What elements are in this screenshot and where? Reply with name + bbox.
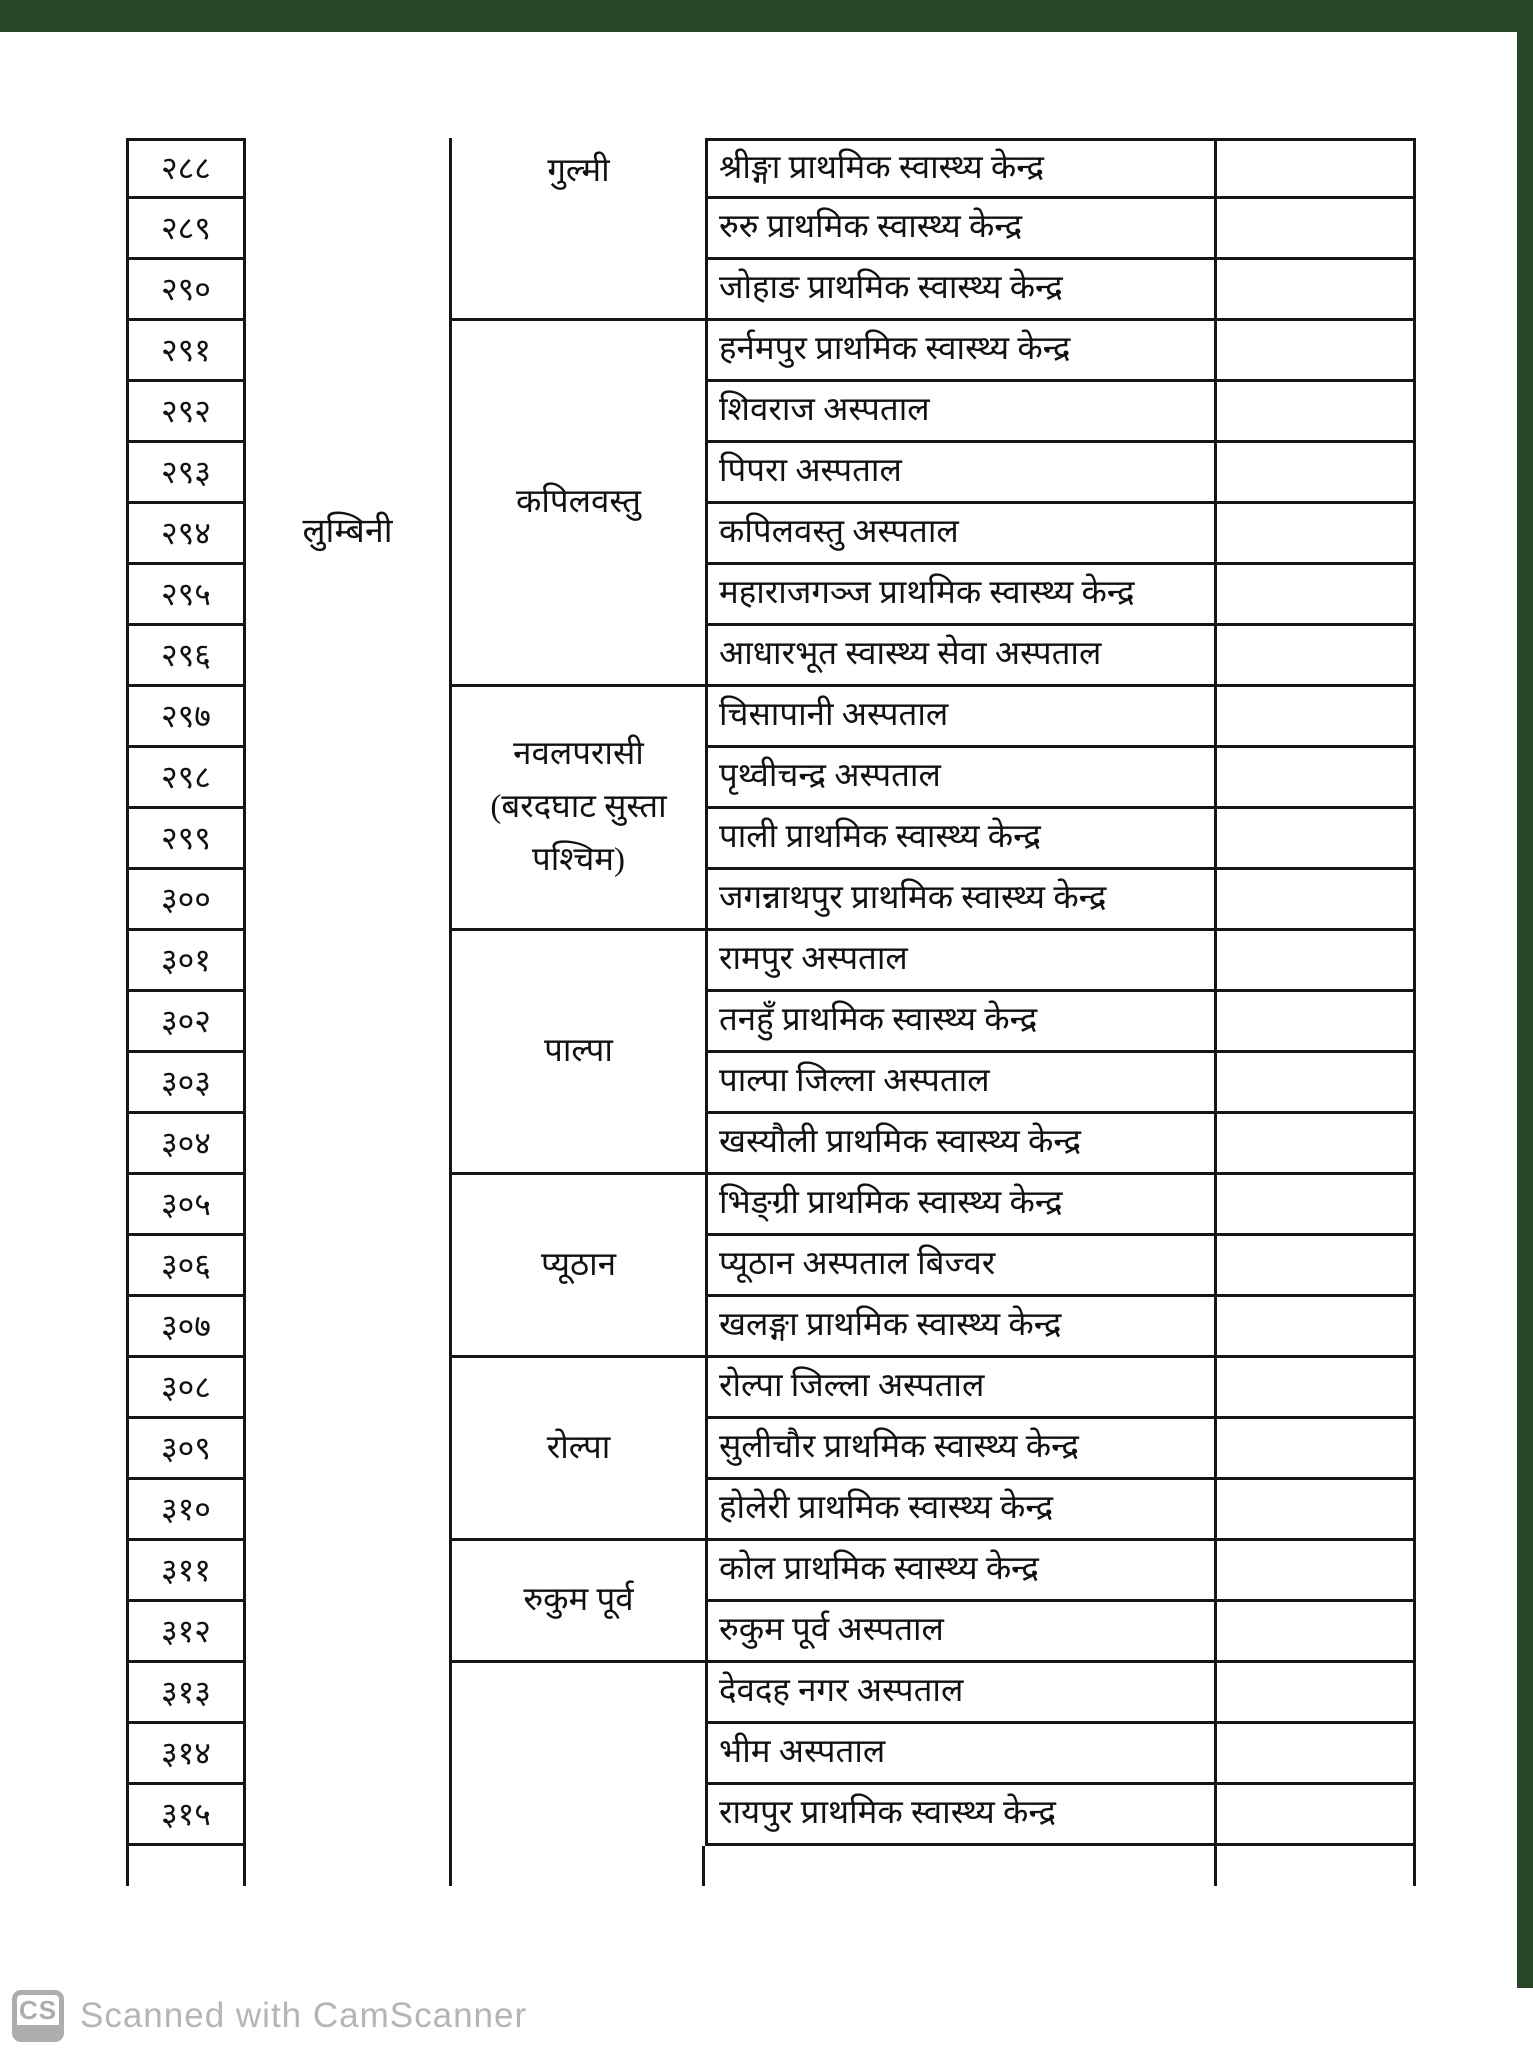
district-cell — [452, 1663, 705, 1846]
empty-cell — [1217, 748, 1416, 809]
facility-cell: महाराजगञ्ज प्राथमिक स्वास्थ्य केन्द्र — [705, 565, 1217, 626]
facility-cell: होलेरी प्राथमिक स्वास्थ्य केन्द्र — [705, 1480, 1217, 1541]
facility-cell: रामपुर अस्पताल — [705, 931, 1217, 992]
serial-cell: २८९ — [126, 199, 246, 260]
serial-cell: २९१ — [126, 321, 246, 382]
facility-cell: देवदह नगर अस्पताल — [705, 1663, 1217, 1724]
district-label-line: नवलपरासी — [513, 736, 644, 773]
empty-cell — [1217, 1114, 1416, 1175]
facility-cell: भीम अस्पताल — [705, 1724, 1217, 1785]
empty-cell — [1217, 1175, 1416, 1236]
serial-cell: २९९ — [126, 809, 246, 870]
facility-cell: भिङ्ग्री प्राथमिक स्वास्थ्य केन्द्र — [705, 1175, 1217, 1236]
cutoff-rule — [1214, 1846, 1217, 1886]
empty-cell — [1217, 1602, 1416, 1663]
cutoff-rule — [449, 1846, 452, 1886]
empty-cell — [1217, 992, 1416, 1053]
serial-cell: ३१५ — [126, 1785, 246, 1846]
empty-cell — [1217, 1480, 1416, 1541]
facility-cell: हर्नमपुर प्राथमिक स्वास्थ्य केन्द्र — [705, 321, 1217, 382]
empty-cell — [1217, 1785, 1416, 1846]
facility-cell: जोहाङ प्राथमिक स्वास्थ्य केन्द्र — [705, 260, 1217, 321]
district-cell — [452, 321, 705, 687]
district-label-line: प्यूठान — [540, 1246, 617, 1283]
cutoff-rule — [243, 1846, 246, 1886]
facility-cell: पाल्पा जिल्ला अस्पताल — [705, 1053, 1217, 1114]
facility-cell: पाली प्राथमिक स्वास्थ्य केन्द्र — [705, 809, 1217, 870]
serial-cell: २९५ — [126, 565, 246, 626]
empty-cell — [1217, 1053, 1416, 1114]
empty-cell — [1217, 809, 1416, 870]
facility-cell: रुरु प्राथमिक स्वास्थ्य केन्द्र — [705, 199, 1217, 260]
serial-cell: २९० — [126, 260, 246, 321]
empty-cell — [1217, 931, 1416, 992]
empty-cell — [1217, 1358, 1416, 1419]
empty-cell — [1217, 1724, 1416, 1785]
empty-cell — [1217, 1541, 1416, 1602]
district-cell — [452, 138, 705, 321]
empty-cell — [1217, 1297, 1416, 1358]
district-label-line: कपिलवस्तु — [515, 484, 641, 521]
facility-cell: खलङ्गा प्राथमिक स्वास्थ्य केन्द्र — [705, 1297, 1217, 1358]
district-label-line: पाल्पा — [544, 1033, 613, 1070]
serial-cell: ३०६ — [126, 1236, 246, 1297]
empty-cell — [1217, 443, 1416, 504]
facility-cell: चिसापानी अस्पताल — [705, 687, 1217, 748]
camscanner-text: Scanned with CamScanner — [80, 1996, 528, 2035]
health-facility-table — [126, 138, 1416, 1846]
cutoff-rule — [702, 1846, 705, 1886]
district-cell — [452, 1541, 705, 1663]
facility-cell: जगन्नाथपुर प्राथमिक स्वास्थ्य केन्द्र — [705, 870, 1217, 931]
facility-cell: पृथ्वीचन्द्र अस्पताल — [705, 748, 1217, 809]
scan-edge-top — [0, 0, 1533, 32]
empty-cell — [1217, 382, 1416, 443]
empty-cell — [1217, 626, 1416, 687]
empty-cell — [1217, 1419, 1416, 1480]
province-label: लुम्बिनी — [302, 513, 393, 550]
district-cell — [452, 1358, 705, 1541]
serial-cell: ३०२ — [126, 992, 246, 1053]
facility-cell: रुकुम पूर्व अस्पताल — [705, 1602, 1217, 1663]
serial-cell: ३०९ — [126, 1419, 246, 1480]
serial-cell: ३०१ — [126, 931, 246, 992]
serial-cell: २९६ — [126, 626, 246, 687]
empty-cell — [1217, 321, 1416, 382]
empty-cell — [1217, 504, 1416, 565]
facility-cell: कपिलवस्तु अस्पताल — [705, 504, 1217, 565]
serial-cell: २९२ — [126, 382, 246, 443]
camscanner-watermark — [12, 1990, 527, 2042]
empty-cell — [1217, 1663, 1416, 1724]
facility-cell: कोल प्राथमिक स्वास्थ्य केन्द्र — [705, 1541, 1217, 1602]
serial-cell: २९४ — [126, 504, 246, 565]
serial-cell: ३०५ — [126, 1175, 246, 1236]
province-cell — [246, 138, 452, 1846]
serial-cell: ३०३ — [126, 1053, 246, 1114]
district-cell — [452, 931, 705, 1175]
serial-cell: ३०७ — [126, 1297, 246, 1358]
facility-cell: पिपरा अस्पताल — [705, 443, 1217, 504]
facility-cell: रोल्पा जिल्ला अस्पताल — [705, 1358, 1217, 1419]
facility-cell: तनहुँ प्राथमिक स्वास्थ्य केन्द्र — [705, 992, 1217, 1053]
facility-cell: श्रीङ्गा प्राथमिक स्वास्थ्य केन्द्र — [705, 138, 1217, 199]
facility-cell: सुलीचौर प्राथमिक स्वास्थ्य केन्द्र — [705, 1419, 1217, 1480]
district-label-line: रुकुम पूर्व — [523, 1582, 634, 1619]
serial-cell: २९८ — [126, 748, 246, 809]
cutoff-rule — [126, 1846, 129, 1886]
district-label-line: गुल्मी — [547, 153, 610, 189]
empty-cell — [1217, 565, 1416, 626]
empty-cell — [1217, 260, 1416, 321]
serial-cell: ३१३ — [126, 1663, 246, 1724]
scan-edge-right — [1517, 0, 1533, 1988]
serial-cell: २८८ — [126, 138, 246, 199]
serial-cell: ३१४ — [126, 1724, 246, 1785]
facility-cell: रायपुर प्राथमिक स्वास्थ्य केन्द्र — [705, 1785, 1217, 1846]
district-label-line: (बरदघाट सुस्ता — [490, 789, 667, 826]
serial-cell: ३१० — [126, 1480, 246, 1541]
district-cell — [452, 1175, 705, 1358]
empty-cell — [1217, 687, 1416, 748]
empty-cell — [1217, 138, 1416, 199]
district-cell — [452, 687, 705, 931]
facility-cell: प्यूठान अस्पताल बिज्वर — [705, 1236, 1217, 1297]
facility-cell: खस्यौली प्राथमिक स्वास्थ्य केन्द्र — [705, 1114, 1217, 1175]
serial-cell: २९३ — [126, 443, 246, 504]
camscanner-logo-text: CS — [18, 1995, 58, 2025]
facility-cell: शिवराज अस्पताल — [705, 382, 1217, 443]
empty-cell — [1217, 1236, 1416, 1297]
district-label-line: पश्चिम) — [532, 841, 625, 878]
facility-cell: आधारभूत स्वास्थ्य सेवा अस्पताल — [705, 626, 1217, 687]
serial-cell: ३१२ — [126, 1602, 246, 1663]
cutoff-rule — [1413, 1846, 1416, 1886]
district-label-line: रोल्पा — [546, 1429, 611, 1466]
camscanner-logo-bar — [17, 2025, 59, 2037]
serial-cell: २९७ — [126, 687, 246, 748]
serial-cell: ३०४ — [126, 1114, 246, 1175]
empty-cell — [1217, 199, 1416, 260]
serial-cell: ३०८ — [126, 1358, 246, 1419]
serial-cell: ३११ — [126, 1541, 246, 1602]
camscanner-logo — [12, 1990, 64, 2042]
empty-cell — [1217, 870, 1416, 931]
serial-cell: ३०० — [126, 870, 246, 931]
